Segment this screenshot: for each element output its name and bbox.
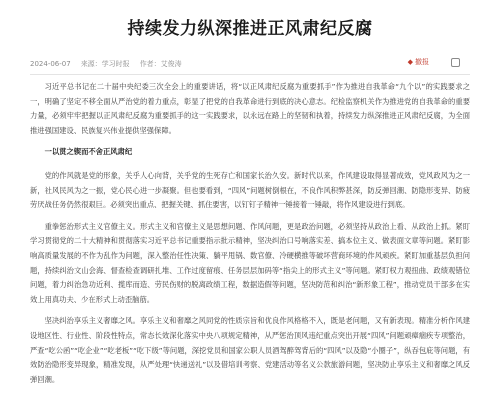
report-label: 撤报 [415, 58, 429, 66]
share-button[interactable] [451, 58, 470, 67]
article-source: 来源：学习时报 [80, 60, 130, 68]
section-heading: 一以贯之锲而不舍正风肃纪 [44, 147, 133, 157]
report-button[interactable] [408, 57, 439, 67]
article-actions [396, 57, 470, 67]
paragraph-2: 党的作风就是党的形象，关乎人心向背，关乎党的生死存亡和国家长治久安。新时代以来，作风建设取得显著成效，党风政风为之一新，社风民风为之一振，党心民心进一步凝聚。但也要看到，“四风”问题树倒根在，不良作风积弊甚深，防反弹回潮、防隐形变异、防疲劳厌战任务仍然很艰巨。必须突出重点、把握关键、抓住要害，以钉钉子精神一锤接着一锤敲，将作风建设进行到底。 [30, 170, 470, 210]
publish-date: 2024-06-07 [30, 60, 71, 68]
share-icon [451, 58, 460, 67]
paragraph-4: 坚决纠治享乐主义奢靡之风。享乐主义和奢靡之风同党的性质宗旨和优良作风格格不入，既是老问题，又有新表现。精准分析作风建设地区性、行业性、阶段性特点，常态长效深化落实中央八项规定精神，从严惩治顶风违纪重点突出开展“四风”问题顽瘴痼疾专项整治，严查“吃公函”“吃企业”“吃老板”“吃下级”等问题，深挖党员和国家公职人员酒驾醉驾背后的“四风”以及隐“小圈子”，纵吞包庇等问题，有效防治隐形变异现象，精准发现，从严处理“快递送礼”以及借培训考察、党建活动等名义公款旅游问题，坚决防止享乐主义和奢靡之风反弹回潮。 [30, 316, 470, 384]
meta-divider [30, 74, 470, 75]
article-author: 作者：艾俊涛 [139, 60, 182, 68]
paragraph-intro: 习近平总书记在二十届中央纪委三次全会上的重要讲话，将“以正风肃纪反腐为重要抓手”作为推进自我革命“九个以”的实践要求之一，明确了坚定不移全面从严治党的着力重点，彰显了把党的自我革命进行到底的决心意志。纪检监察机关作为推进党的自我革命的重要力量，必须牢牢把握以正风肃纪反腐为重要抓手的这一实践要求，以永远在路上的坚韧和执着，持续发力纵深推进正风肃纪反腐，为全面推进强国建设、民族复兴伟业提供坚强保障。 [30, 82, 470, 135]
paragraph-3: 重拳惩治形式主义官僚主义。形式主义和官僚主义是思想问题、作风问题，更是政治问题，必须坚持从政治上看、从政治上抓。紧盯学习贯彻党的二十大精神和贯彻落实习近平总书记重要指示批示精神，坚决纠治口号响落实差、搞本位主义、做表面文章等问题。紧盯影响高质量发展的不作为乱作为问题，深入整治任性决策、躺平甩锅、数官僚、冷硬横推等破坏营商环境的作风顽疾。紧盯加重基层负担问题，持续纠治文山会海、督查检查调研扎堆、工作过度留痕、任务层层加码等“指尖上的形式主义”等问题。紧盯权力观扭曲、政绩观错位问题，着力纠治急功近利、揽库而造、劳民伤财的脱离政绩工程，数据造假等问题，坚决防范和纠治“新形象工程”，推动党员干部多在实效上用真功夫、少在形式上动歪脑筋。 [30, 221, 470, 304]
report-icon: ◆ [407, 58, 413, 66]
article-body [30, 80, 470, 394]
article-title: 持续发力纵深推进正风肃纪反腐 [127, 19, 373, 39]
article-meta [30, 57, 470, 71]
